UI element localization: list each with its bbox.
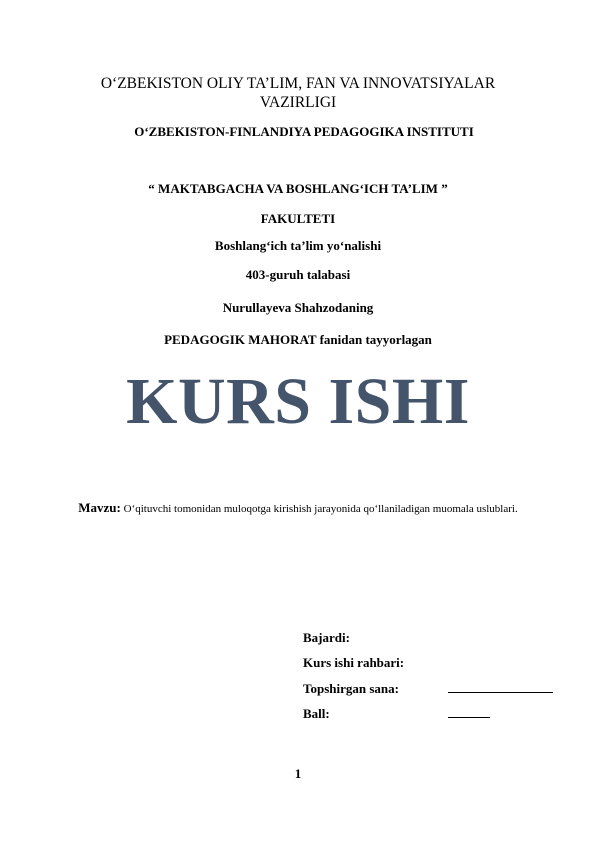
performed-by-label: Bajardi: <box>303 630 350 645</box>
direction: Boshlang‘ich ta’lim yo‘nalishi <box>214 238 382 253</box>
topic <box>72 499 524 518</box>
submission-date-label: Topshirgan sana: <box>303 681 399 696</box>
student-name: Nurullayeva Shahzodaning <box>222 300 374 315</box>
subject-line: PEDAGOGIK MAHORAT fanidan tayyorlagan <box>164 332 432 347</box>
topic-text: O‘qituvchi tomonidan muloqotga kirishish jarayonida qo‘llaniladigan muomala uslublari. <box>120 503 518 515</box>
group: 403-guruh talabasi <box>245 267 351 282</box>
score-label: Ball: <box>303 706 330 721</box>
institute-name: O‘ZBEKISTON-FINLANDIYA PEDAGOGIKA INSTITUTI <box>134 124 474 139</box>
faculty-name-line-1: “ MAKTABGACHA VA BOSHLANG‘ICH TA’LIM ” <box>148 181 448 196</box>
score-blank <box>448 717 490 718</box>
document-title: KURS ISHI <box>126 365 470 438</box>
ministry-line-2: VAZIRLIGI <box>259 94 337 111</box>
supervisor-label: Kurs ishi rahbari: <box>303 655 405 670</box>
page-number: 1 <box>294 766 302 781</box>
topic-label: Mavzu: <box>78 500 121 515</box>
faculty-name-line-2: FAKULTETI <box>260 211 336 226</box>
submission-date-blank <box>448 692 553 693</box>
ministry-line-1: O‘ZBEKISTON OLIY TA’LIM, FAN VA INNOVATSIYALAR <box>100 75 496 92</box>
ministry-title <box>0 74 596 112</box>
